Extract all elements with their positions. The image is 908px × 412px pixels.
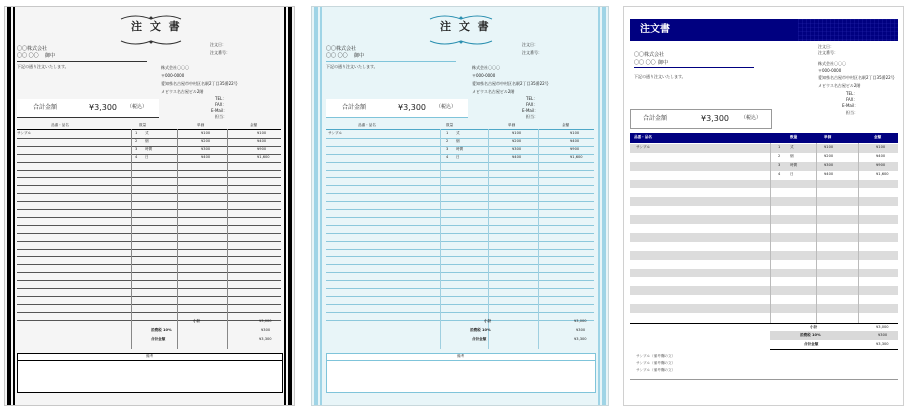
item-unit-price: ¥200 <box>512 138 522 143</box>
column-divider <box>227 129 228 349</box>
table-row-rule <box>17 138 281 139</box>
item-name: サンプル <box>328 131 343 135</box>
subtotal-value: ¥3,000 <box>574 319 587 323</box>
item-unit: 式 <box>790 145 794 149</box>
item-unit-price: ¥100 <box>512 131 522 135</box>
remarks-header <box>327 354 595 361</box>
sender-address: 愛知県名古屋市中村区名駅2丁目35番22号 <box>161 81 238 86</box>
item-unit: 日 <box>790 171 794 176</box>
table-row-rule <box>326 272 594 273</box>
table-row-rule <box>17 185 281 186</box>
item-amount: ¥100 <box>876 145 886 149</box>
item-unit-price: ¥200 <box>201 138 211 143</box>
item-name: サンプル <box>17 131 32 135</box>
sender-building: メビウス名古屋ビル2階 <box>472 89 515 94</box>
table-row-rule <box>17 288 281 289</box>
recipient-person: 〇〇 〇〇 <box>326 53 348 59</box>
table-header-rule <box>17 129 281 130</box>
greeting-text: 下記の通り注文いたします。 <box>634 74 686 79</box>
tax-label: 消費税 10% <box>151 328 172 332</box>
total-amount-box <box>326 99 468 118</box>
grand-total-value: ¥3,300 <box>574 337 587 341</box>
sender-tel: TEL： <box>526 96 538 101</box>
recipient-person: 〇〇 〇〇 <box>17 53 39 59</box>
table-row-rule <box>17 296 281 297</box>
item-quantity: 4 <box>446 154 449 159</box>
item-unit: 式 <box>456 131 460 135</box>
order-date-label: 注文日： <box>210 42 226 47</box>
left-border-thick <box>314 7 318 405</box>
column-divider <box>440 129 441 349</box>
sender-person: 担当： <box>526 114 538 119</box>
tax-label: 消費税 10% <box>800 333 821 337</box>
item-unit-price: ¥300 <box>512 146 522 151</box>
header-amount: 金額 <box>562 123 570 127</box>
sender-postal: 〒000-0000 <box>818 68 842 73</box>
table-row-rule <box>326 320 594 321</box>
total-amount-box <box>630 109 772 129</box>
table-row-rule <box>17 201 281 202</box>
table-row-rule <box>326 201 594 202</box>
sender-company: 株式会社〇〇〇 <box>818 61 846 66</box>
item-quantity: 2 <box>778 153 781 158</box>
table-row-rule <box>326 304 594 305</box>
order-form-blue[interactable] <box>311 6 609 406</box>
column-divider <box>858 143 859 323</box>
table-row-rule <box>17 249 281 250</box>
right-border-thin <box>598 7 600 405</box>
sender-postal: 〒000-0000 <box>161 73 185 78</box>
total-amount: ¥3,300 <box>89 103 117 112</box>
table-row-rule <box>326 154 594 155</box>
table-row-rule <box>17 193 281 194</box>
table-row-rule <box>326 233 594 234</box>
order-form-monochrome[interactable] <box>4 6 295 406</box>
item-unit: 時間 <box>145 146 153 151</box>
sender-tel: TEL： <box>846 91 858 96</box>
table-row-rule <box>326 138 594 139</box>
remarks-note: サンプル（備考欄の文） <box>636 368 676 372</box>
item-unit: 時間 <box>790 162 798 167</box>
left-border-thin <box>13 7 15 405</box>
item-unit: 個 <box>145 138 149 143</box>
item-amount: ¥900 <box>257 146 267 151</box>
total-tax-note: （税込） <box>127 104 148 110</box>
sender-email: E-Mail： <box>842 103 859 108</box>
column-divider <box>538 129 539 349</box>
item-amount: ¥400 <box>257 138 267 143</box>
item-quantity: 1 <box>778 145 781 149</box>
item-unit-price: ¥400 <box>824 171 834 176</box>
sender-tel: TEL： <box>215 96 227 101</box>
item-quantity: 2 <box>446 138 449 143</box>
document-title: 注文書 <box>640 24 670 35</box>
recipient-underline <box>326 61 456 62</box>
item-amount: ¥100 <box>257 131 267 135</box>
table-row-rule <box>17 177 281 178</box>
order-form-navy[interactable] <box>623 6 904 406</box>
subtotal-value: ¥3,000 <box>259 319 272 323</box>
order-number-label: 注文番号： <box>210 50 230 55</box>
grand-total-label: 合計金額 <box>804 342 819 346</box>
table-row-rule <box>326 162 594 163</box>
recipient-person: 〇〇 〇〇 <box>634 60 656 66</box>
column-divider <box>177 129 178 349</box>
recipient-underline <box>634 67 754 68</box>
total-label: 合計金額 <box>342 104 367 111</box>
table-row-rule <box>326 312 594 313</box>
order-number-label: 注文番号： <box>522 50 542 55</box>
item-unit-price: ¥300 <box>201 146 211 151</box>
sender-fax: FAX： <box>846 97 858 102</box>
tax-label: 消費税 10% <box>470 328 491 332</box>
table-row-rule <box>326 264 594 265</box>
table-row-rule <box>326 170 594 171</box>
right-border-thick <box>288 7 292 405</box>
column-divider <box>770 143 771 323</box>
header-item-name: 品番・品名 <box>634 135 652 139</box>
item-unit-price: ¥400 <box>512 154 522 159</box>
total-tax-note: （税込） <box>436 104 457 110</box>
item-unit: 個 <box>790 153 794 158</box>
item-unit: 式 <box>145 131 149 135</box>
right-border-thin <box>284 7 286 405</box>
grand-total-value: ¥3,300 <box>876 342 889 346</box>
grand-total-label: 合計金額 <box>151 337 166 341</box>
table-row-rule <box>17 256 281 257</box>
item-amount: ¥100 <box>570 131 580 135</box>
item-unit-price: ¥400 <box>201 154 211 159</box>
recipient-underline <box>17 61 147 62</box>
remarks-box[interactable] <box>326 353 596 393</box>
banner-pattern-icon <box>798 19 898 41</box>
sender-company: 株式会社〇〇〇 <box>161 65 189 70</box>
recipient-company: 〇〇株式会社 <box>17 46 48 52</box>
item-quantity: 3 <box>135 146 138 151</box>
header-item-name: 品番・品名 <box>51 123 69 127</box>
table-row-rule <box>17 154 281 155</box>
header-item-name: 品番・品名 <box>358 123 376 127</box>
total-amount: ¥3,300 <box>398 103 426 112</box>
sender-address: 愛知県名古屋市中村区名駅2丁目35番22号 <box>818 75 895 80</box>
recipient-honorific: 御中 <box>658 60 669 66</box>
table-row-rule <box>17 312 281 313</box>
table-row-rule <box>17 304 281 305</box>
left-border-thin <box>320 7 322 405</box>
sender-fax: FAX： <box>215 102 227 107</box>
item-unit: 時間 <box>456 146 464 151</box>
tax-value: ¥300 <box>576 328 586 332</box>
column-divider <box>488 129 489 349</box>
table-header-bar <box>630 133 898 143</box>
greeting-text: 下記の通り注文いたします。 <box>326 64 378 69</box>
item-amount: ¥900 <box>570 146 580 151</box>
grand-total-label: 合計金額 <box>472 337 487 341</box>
table-row-rule <box>17 233 281 234</box>
order-date-label: 注文日： <box>818 44 834 49</box>
subtotal-value: ¥3,000 <box>876 325 889 329</box>
item-amount: ¥900 <box>876 162 886 167</box>
table-row-rule <box>17 280 281 281</box>
sender-email: E-Mail： <box>522 108 539 113</box>
order-date-label: 注文日： <box>522 42 538 47</box>
table-row-rule <box>17 217 281 218</box>
item-unit-price: ¥300 <box>824 162 834 167</box>
table-row-rule <box>17 209 281 210</box>
table-row-rule <box>326 193 594 194</box>
total-label: 合計金額 <box>33 104 58 111</box>
remarks-note: サンプル（備考欄の文） <box>636 354 676 358</box>
table-row-rule <box>326 296 594 297</box>
column-divider <box>816 143 817 323</box>
table-row-rule <box>17 170 281 171</box>
tax-value: ¥300 <box>261 328 271 332</box>
recipient-honorific: 御中 <box>354 53 365 59</box>
item-unit-price: ¥100 <box>824 145 834 149</box>
sender-building: メビウス名古屋ビル2階 <box>161 89 204 94</box>
table-row-rule <box>326 217 594 218</box>
sender-address: 愛知県名古屋市中村区名駅2丁目35番22号 <box>472 81 549 86</box>
total-amount-box <box>17 99 159 118</box>
item-quantity: 4 <box>135 154 138 159</box>
column-divider <box>131 129 132 349</box>
recipient-company: 〇〇株式会社 <box>326 46 357 52</box>
table-row-rule <box>17 264 281 265</box>
table-row-rule <box>17 225 281 226</box>
sender-person: 担当： <box>846 110 858 115</box>
item-name: サンプル <box>636 145 651 149</box>
item-unit-price: ¥200 <box>824 153 834 158</box>
sender-fax: FAX： <box>526 102 538 107</box>
table-row-rule <box>17 272 281 273</box>
table-row-rule <box>17 162 281 163</box>
item-amount: ¥400 <box>570 138 580 143</box>
sender-person: 担当： <box>215 114 227 119</box>
left-border-thick <box>7 7 11 405</box>
remarks-header <box>18 354 282 361</box>
item-amount: ¥1,600 <box>570 154 583 159</box>
subtotal-label: 小計 <box>484 319 492 323</box>
sender-email: E-Mail： <box>211 108 228 113</box>
item-unit: 日 <box>145 154 149 159</box>
title-banner <box>630 19 898 41</box>
tax-value: ¥300 <box>878 333 888 337</box>
remarks-note: サンプル（備考欄の文） <box>636 361 676 365</box>
document-title: 注 文 書 <box>131 20 182 33</box>
total-amount: ¥3,300 <box>701 114 729 123</box>
table-row-rule <box>326 288 594 289</box>
recipient-honorific: 御中 <box>45 53 56 59</box>
item-amount: ¥1,600 <box>257 154 270 159</box>
right-border-thick <box>602 7 606 405</box>
table-row-rule <box>326 249 594 250</box>
item-quantity: 3 <box>446 146 449 151</box>
total-label: 合計金額 <box>643 115 668 122</box>
item-quantity: 1 <box>135 131 138 135</box>
table-row-rule <box>326 185 594 186</box>
item-unit-price: ¥100 <box>201 131 211 135</box>
item-unit: 日 <box>456 154 460 159</box>
header-quantity: 数量 <box>790 135 798 139</box>
remarks-box[interactable] <box>17 353 283 393</box>
sender-postal: 〒000-0000 <box>472 73 496 78</box>
item-quantity: 4 <box>778 171 781 176</box>
table-row-rule <box>17 241 281 242</box>
greeting-text: 下記の通り注文いたします。 <box>17 64 69 69</box>
grand-total-value: ¥3,300 <box>259 337 272 341</box>
header-unit-price: 単価 <box>508 123 516 127</box>
table-row-rule <box>326 209 594 210</box>
subtotal-label: 小計 <box>810 325 818 329</box>
header-amount: 金額 <box>250 123 258 127</box>
table-row-rule <box>326 225 594 226</box>
remarks-rule <box>630 379 898 380</box>
item-quantity: 3 <box>778 162 781 167</box>
remarks-label: 備考 <box>457 354 465 358</box>
table-row-rule <box>17 320 281 321</box>
sender-building: メビウス名古屋ビル2階 <box>818 83 861 88</box>
total-tax-note: （税込） <box>741 115 762 121</box>
document-title: 注 文 書 <box>440 20 491 33</box>
table-row-rule <box>326 177 594 178</box>
recipient-company: 〇〇株式会社 <box>634 52 665 58</box>
item-amount: ¥400 <box>876 153 886 158</box>
subtotal-label: 小計 <box>193 319 201 323</box>
header-quantity: 数量 <box>139 123 147 127</box>
table-row-rule <box>326 256 594 257</box>
table-row-rule <box>326 241 594 242</box>
order-number-label: 注文番号： <box>818 50 838 55</box>
item-quantity: 2 <box>135 138 138 143</box>
header-unit-price: 単価 <box>197 123 205 127</box>
remarks-label: 備考 <box>146 354 154 358</box>
table-header-rule <box>326 129 594 130</box>
header-quantity: 数量 <box>446 123 454 127</box>
summary-rule <box>630 323 898 324</box>
item-amount: ¥1,600 <box>876 171 889 176</box>
summary-bottom-rule <box>770 349 898 350</box>
header-unit-price: 単価 <box>824 135 832 139</box>
header-amount: 金額 <box>874 135 882 139</box>
sender-company: 株式会社〇〇〇 <box>472 65 500 70</box>
table-row-rule <box>326 280 594 281</box>
item-unit: 個 <box>456 138 460 143</box>
item-quantity: 1 <box>446 131 449 135</box>
